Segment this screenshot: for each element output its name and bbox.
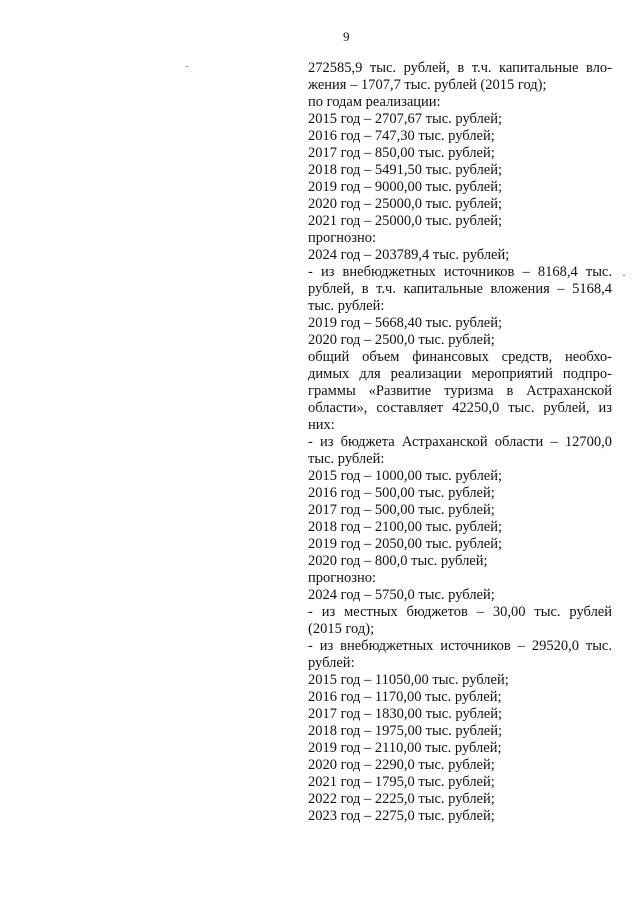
- text-line: прогнозно:: [308, 230, 376, 246]
- text-line: рублей, в т.ч. капитальные вложения – 5168,4: [308, 281, 612, 297]
- text-line: димых для реализации мероприятий подпро-: [308, 366, 612, 382]
- text-line: 2018 год – 5491,50 тыс. рублей;: [308, 162, 503, 178]
- text-line: - из внебюджетных источников – 8168,4 тыс.: [308, 264, 612, 280]
- text-line: 2024 год – 203789,4 тыс. рублей;: [308, 247, 510, 263]
- text-line: области», составляет 42250,0 тыс. рублей, из: [308, 400, 612, 416]
- scan-speck: [186, 66, 188, 67]
- text-line: граммы «Развитие туризма в Астраханской: [308, 383, 612, 399]
- page-number: 9: [343, 29, 350, 44]
- text-line: жения – 1707,7 тыс. рублей (2015 год);: [308, 77, 547, 93]
- text-line: - из бюджета Астраханской области – 12700,0: [308, 434, 612, 450]
- text-line: 2017 год – 1830,00 тыс. рублей;: [308, 706, 503, 722]
- text-line: - из внебюджетных источников – 29520,0 тыс.: [308, 638, 612, 654]
- text-line: - из местных бюджетов – 30,00 тыс. рублей: [308, 604, 612, 620]
- text-line: (2015 год);: [308, 621, 375, 637]
- text-line: тыс. рублей:: [308, 451, 385, 467]
- text-line: по годам реализации:: [308, 94, 441, 110]
- text-line: 2020 год – 800,0 тыс. рублей;: [308, 553, 488, 569]
- text-line: 2015 год – 2707,67 тыс. рублей;: [308, 111, 503, 127]
- text-line: 2020 год – 2500,0 тыс. рублей;: [308, 332, 495, 348]
- text-line: 2023 год – 2275,0 тыс. рублей;: [308, 808, 495, 824]
- document-body-text: [308, 60, 612, 825]
- text-line: общий объем финансовых средств, необхо-: [308, 349, 612, 365]
- text-line: 272585,9 тыс. рублей, в т.ч. капитальные вло-: [308, 60, 612, 76]
- text-line: 2015 год – 11050,00 тыс. рублей;: [308, 672, 509, 688]
- text-line: тыс. рублей:: [308, 298, 385, 314]
- text-line: рублей:: [308, 655, 355, 671]
- text-line: них:: [308, 417, 335, 433]
- text-line: 2016 год – 1170,00 тыс. рублей;: [308, 689, 502, 705]
- text-line: 2015 год – 1000,00 тыс. рублей;: [308, 468, 503, 484]
- text-line: 2024 год – 5750,0 тыс. рублей;: [308, 587, 495, 603]
- scan-speck: [623, 275, 625, 276]
- text-line: 2016 год – 747,30 тыс. рублей;: [308, 128, 495, 144]
- text-line: 2020 год – 25000,0 тыс. рублей;: [308, 196, 503, 212]
- text-line: прогнозно:: [308, 570, 376, 586]
- text-line: 2021 год – 1795,0 тыс. рублей;: [308, 774, 495, 790]
- text-line: 2017 год – 850,00 тыс. рублей;: [308, 145, 495, 161]
- text-line: 2021 год – 25000,0 тыс. рублей;: [308, 213, 503, 229]
- text-line: 2016 год – 500,00 тыс. рублей;: [308, 485, 495, 501]
- text-line: 2018 год – 1975,00 тыс. рублей;: [308, 723, 503, 739]
- text-line: 2019 год – 2050,00 тыс. рублей;: [308, 536, 503, 552]
- text-line: 2017 год – 500,00 тыс. рублей;: [308, 502, 495, 518]
- text-line: 2019 год – 9000,00 тыс. рублей;: [308, 179, 503, 195]
- text-line: 2022 год – 2225,0 тыс. рублей;: [308, 791, 495, 807]
- text-line: 2019 год – 2110,00 тыс. рублей;: [308, 740, 502, 756]
- text-line: 2018 год – 2100,00 тыс. рублей;: [308, 519, 503, 535]
- text-line: 2019 год – 5668,40 тыс. рублей;: [308, 315, 503, 331]
- text-line: 2020 год – 2290,0 тыс. рублей;: [308, 757, 495, 773]
